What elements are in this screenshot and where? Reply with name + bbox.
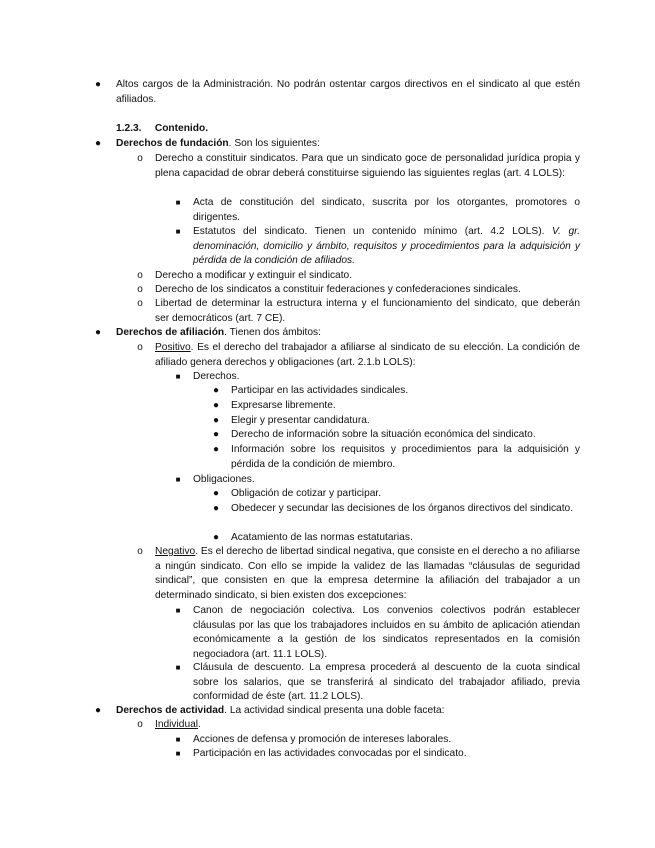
bullet-icon: ■ [175,198,181,207]
bullet-icon: ● [212,415,220,426]
derecho-item: Elegir y presentar candidatura. [231,415,370,426]
derecho-item: Expresarse libremente. [231,400,336,411]
afiliacion-title: Derechos de afiliación [116,327,225,338]
estatutos-lead: Estatutos del sindicato. Tienen un contenido mínimo (art. 4.2 LOLS). [193,226,553,237]
individual-label: Individual [155,719,199,730]
bullet-icon: ● [94,79,102,90]
canon-text: Canon de negociación colectiva. Los convenios colectivos podrán establecer cláusulas por las que los trabajadores incluidos en su ámbito de aplicación atiendan económicamente a la gestión de los sindicatos representados en la comisión negociadora (art. 11.1 LOLS). [193,605,580,660]
fundacion-title: Derechos de fundación [116,138,229,149]
obligacion-item: Obligación de cotizar y participar. [231,488,382,499]
bullet-icon: ■ [175,372,181,381]
bullet-icon: o [137,298,143,309]
actividad-title: Derechos de actividad [116,705,225,716]
bullet-icon: o [137,546,143,557]
section-heading [116,122,208,137]
obligacion-item: Obedecer y secundar las decisiones de los órganos directivos del sindicato. [231,503,574,514]
positivo-label: Positivo [155,342,191,353]
bullet-icon: o [137,342,143,353]
bullet-icon: ● [212,503,220,514]
derecho-item: Información sobre los requisitos y procedimientos para la adquisición y pérdida de la condición de miembro. [231,444,580,470]
fundacion-constituir: Derecho a constituir sindicatos. Para que un sindicato goce de personalidad jurídica propia y plena capacidad de obrar deberá constituirse siguiendo las siguientes reglas (art. 4 LOLS): [155,153,580,179]
bullet-icon: ■ [175,475,181,484]
bullet-icon: ■ [175,735,181,744]
obligacion-item: Acatamiento de las normas estatutarias. [231,532,413,543]
fundacion-libertad: Libertad de determinar la estructura interna y el funcionamiento del sindicato, que deberán ser democráticos (art. 7 CE). [155,298,580,324]
fundacion-rest: . Son los siguientes: [228,138,320,149]
derechos-label: Derechos. [193,371,240,382]
bullet-icon: ● [212,488,220,499]
bullet-icon: ● [94,705,102,716]
section-number: 1.2.3. [116,123,142,134]
negativo-text: . Es el derecho de libertad sindical negativa, que consiste en el derecho a no afiliarse a ningún sindicato. Con ello se impide la validez de las llamadas “cláusulas de seguridad sindical”, que consisten en que la empresa determine la afiliación del trabajador a un determinado sindicato, si bien existen dos excepciones: [155,546,580,601]
individual-rest: . [198,719,201,730]
bullet-icon: o [137,719,143,730]
actividad-item: Participación en las actividades convocadas por el sindicato. [193,748,467,759]
bullet-icon: o [137,153,143,164]
bullet-icon: ■ [175,749,181,758]
section-title: Contenido. [154,123,209,134]
positivo-text: . Es el derecho del trabajador a afiliarse al sindicato de su elección. La condición de afiliado genera derechos y obligaciones (art. 2.1.b LOLS): [155,342,580,368]
bullet-icon: ● [94,138,102,149]
bullet-icon: ■ [175,606,181,615]
negativo-label: Negativo [155,546,196,557]
actividad-item: Acciones de defensa y promoción de intereses laborales. [193,734,452,745]
bullet-icon: ● [212,532,220,543]
bullet-icon: ● [212,400,220,411]
fundacion-federaciones: Derecho de los sindicatos a constituir federaciones y confederaciones sindicales. [155,284,521,295]
descuento-text: Cláusula de descuento. La empresa procederá al descuento de la cuota sindical sobre los salarios, que se transferirá al sindicato del trabajador afiliado, previa conformidad de éste (art. 11.2 LOLS). [193,662,580,703]
fundacion-modificar: Derecho a modificar y extinguir el sindicato. [155,270,353,281]
bullet-icon: o [137,270,143,281]
obligaciones-label: Obligaciones. [193,474,255,485]
bullet-icon: ● [212,444,220,455]
bullet-icon: ● [212,385,220,396]
actividad-rest: . La actividad sindical presenta una doble faceta: [224,705,445,716]
bullet-icon: ● [94,327,102,338]
intro-text: Altos cargos de la Administración. No podrán ostentar cargos directivos en el sindicato al que estén afiliados. [116,79,580,105]
estatutos-italic: V. gr. denominación, domicilio y ámbito, requisitos y procedimientos para la adquisición y pérdida de la condición de afiliados. [193,226,580,267]
derecho-item: Derecho de información sobre la situación económica del sindicato. [231,429,536,440]
fundacion-acta: Acta de constitución del sindicato, suscrita por los otorgantes, promotores o dirigentes. [193,197,580,223]
bullet-icon: o [137,284,143,295]
derecho-item: Participar en las actividades sindicales. [231,385,409,396]
bullet-icon: ■ [175,227,181,236]
bullet-icon: ● [212,429,220,440]
afiliacion-rest: . Tienen dos ámbitos: [224,327,321,338]
bullet-icon: ■ [175,663,181,672]
